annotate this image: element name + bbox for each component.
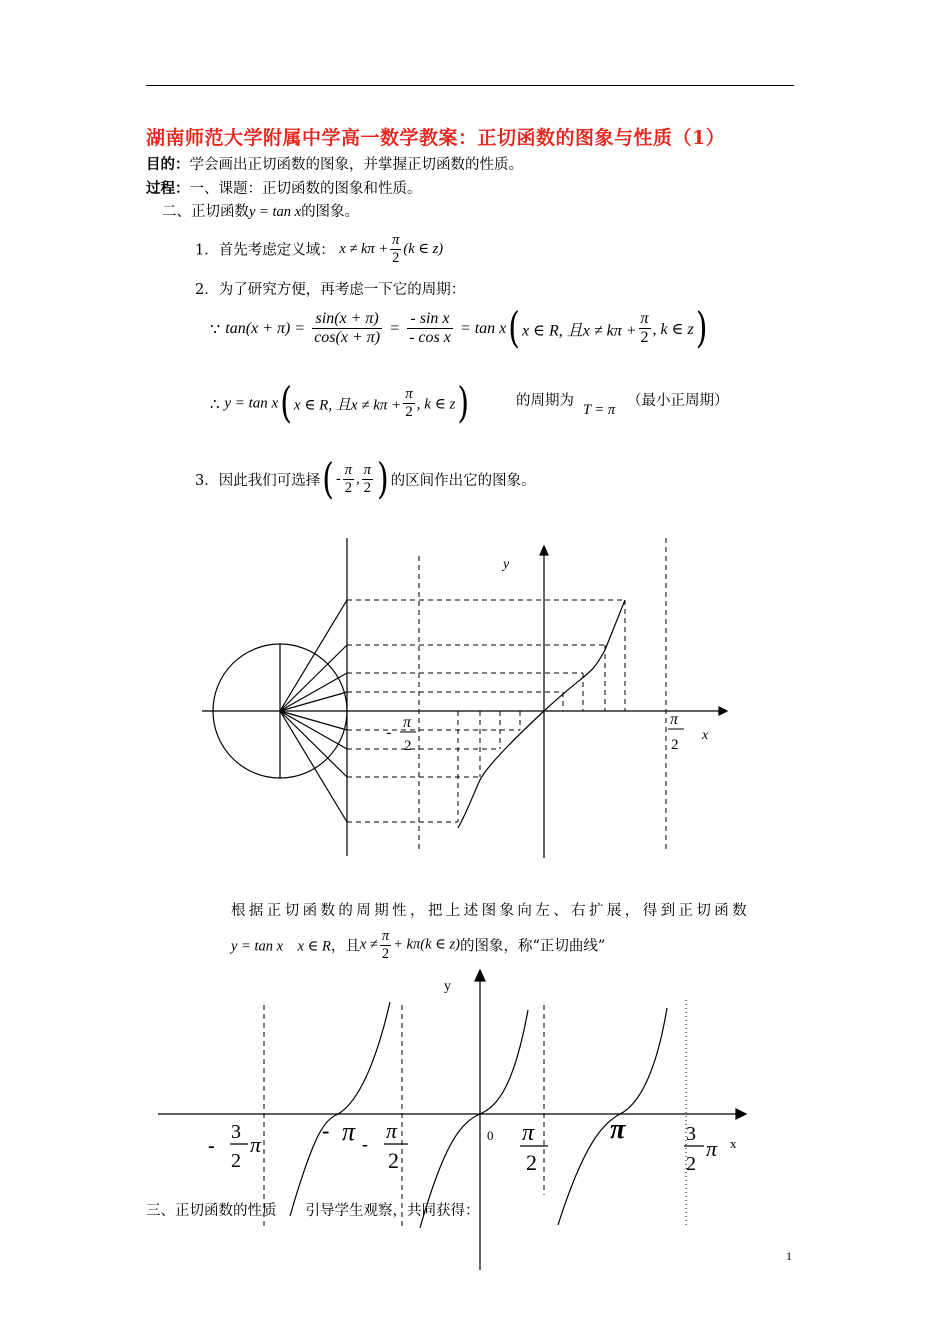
frac-num: π	[344, 462, 353, 479]
section-2-function: y = tan x	[249, 204, 302, 220]
neg-half-pi-sign: -	[362, 1134, 368, 1154]
half-pi-denominator: 2	[526, 1150, 537, 1175]
x-axis-label: x	[730, 1136, 737, 1151]
extension-paragraph-line-1: 根据正切函数的周期性，把上述图象向左、右扩展，得到正切函数	[231, 903, 751, 919]
frac-num: - sin x	[407, 310, 453, 329]
pi-over-two	[380, 928, 391, 962]
neg-three-half-pi-numerator: 3	[231, 1121, 241, 1143]
and-word: ，且	[330, 938, 360, 955]
frac-num: π	[392, 232, 400, 248]
period-value: T = π	[583, 402, 616, 418]
eq2-lhs: y = tan x	[224, 395, 279, 412]
minus-sign: -	[335, 470, 341, 487]
eq1-rhs: = tan x	[459, 319, 507, 337]
x-not-equal: x ≠	[359, 936, 378, 953]
three-half-pi-numerator: 3	[686, 1123, 696, 1145]
comma: ,	[356, 470, 360, 487]
eq1-condition-right: , k ∈ z	[652, 320, 694, 338]
half-pi-numerator: π	[670, 711, 679, 728]
period-label: 的周期为	[516, 393, 574, 409]
neg-half-pi-numerator: π	[386, 1118, 398, 1143]
x-axis-arrow	[719, 707, 727, 715]
projection-lines	[347, 538, 666, 852]
y-axis-arrow	[540, 546, 548, 555]
frac-den: 2	[363, 480, 371, 496]
x-axis-label: x	[702, 728, 709, 743]
neg-pi-sign: -	[322, 1118, 330, 1143]
tangent-curve	[458, 600, 625, 828]
function-domain: y = tan x x ∈ R	[231, 938, 331, 955]
because-symbol: ∵	[210, 319, 221, 339]
neg-half-pi-numerator: π	[403, 714, 412, 731]
domain-expr-right: (k ∈ z)	[403, 240, 444, 257]
process-label: 过程：	[146, 180, 190, 197]
eq1-condition-left: x ∈ R, 且x ≠ kπ +	[522, 322, 637, 340]
three-half-pi-denominator: 2	[686, 1153, 696, 1175]
left-paren: (	[322, 455, 334, 504]
minimum-period-note: （最小正周期）	[627, 393, 729, 409]
eq2-condition-left: x ∈ R, 且x ≠ kπ +	[293, 397, 402, 414]
neg-pi-symbol: π	[342, 1117, 356, 1146]
neg-three-half-pi-symbol: π	[250, 1132, 262, 1157]
frac-num: π	[363, 462, 371, 479]
right-paren: )	[695, 304, 708, 354]
three-half-pi-symbol: π	[706, 1136, 718, 1161]
neg-half-pi-denominator: 2	[404, 738, 412, 754]
frac-den: 2	[344, 480, 353, 496]
page-number: 1	[786, 1249, 792, 1263]
frac-den: 2	[640, 329, 649, 347]
frac-den: cos(x + π)	[314, 329, 381, 347]
section-3-heading: 三、正切函数的性质 引导学生观察，共同获得：	[146, 1203, 480, 1219]
frac-num: π	[381, 928, 390, 944]
aim-text: 学会画出正切函数的图象，并掌握正切函数的性质。	[189, 157, 523, 173]
eq2-condition-right: , k ∈ z	[416, 396, 456, 413]
therefore-symbol: ∴	[210, 394, 220, 413]
domain-expr-left: x ≠ kπ +	[339, 240, 389, 257]
extension-paragraph-line-2	[231, 928, 605, 962]
aim-label: 目的：	[146, 156, 190, 173]
half-pi-denominator: 2	[671, 737, 679, 753]
frac-num: π	[639, 310, 651, 329]
frac-num: sin(x + π)	[312, 310, 382, 329]
frac-den: - cos x	[409, 329, 451, 347]
frac-den: 2	[381, 945, 390, 962]
item-3-suffix: 的区间作出它的图象。	[390, 473, 536, 489]
neg-half-pi-denominator: 2	[388, 1148, 399, 1173]
document-title: 湖南师范大学附属中学高一数学教案：正切函数的图象与性质（1）	[146, 127, 726, 149]
eq1-equals: =	[389, 319, 400, 337]
tangent-curve-name: 的图象，称“正切曲线”	[459, 938, 606, 955]
section-2-text: 二、正切函数	[162, 204, 249, 220]
tangent-curve-figure	[0, 960, 950, 1280]
k-pi-expression: + kπ(k ∈ z)	[393, 936, 460, 953]
item-2: 2．为了研究方便，再考虑一下它的周期：	[195, 282, 466, 298]
process-text: 一、课题：正切函数的图象和性质。	[189, 181, 422, 197]
eq1-lhs: tan(x + π) =	[225, 319, 306, 337]
frac-den: 2	[392, 249, 400, 266]
half-pi-numerator: π	[522, 1120, 535, 1146]
neg-half-pi-sign: -	[386, 724, 392, 741]
left-paren: (	[280, 379, 292, 429]
origin-label: 0	[487, 1128, 494, 1143]
frac-den: 2	[405, 404, 413, 421]
y-axis-label: y	[444, 979, 451, 994]
frac-num: π	[403, 386, 415, 404]
x-axis-arrow	[736, 1109, 746, 1119]
pi-label: π	[610, 1114, 626, 1145]
tangent-branch-left	[290, 1002, 390, 1216]
left-paren: (	[508, 304, 520, 354]
item-1-text: 1．首先考虑定义域：	[195, 242, 335, 259]
neg-three-half-pi-sign: -	[208, 1135, 215, 1157]
tangent-branch-center	[420, 1010, 528, 1228]
y-axis-arrow	[475, 970, 485, 981]
y-axis-label: y	[503, 557, 510, 572]
section-2-suffix: 的图象。	[301, 204, 360, 220]
right-paren: )	[376, 455, 389, 504]
right-paren: )	[457, 379, 470, 429]
item-3-text: 3．因此我们可选择	[195, 473, 321, 489]
neg-three-half-pi-denominator: 2	[231, 1150, 241, 1172]
